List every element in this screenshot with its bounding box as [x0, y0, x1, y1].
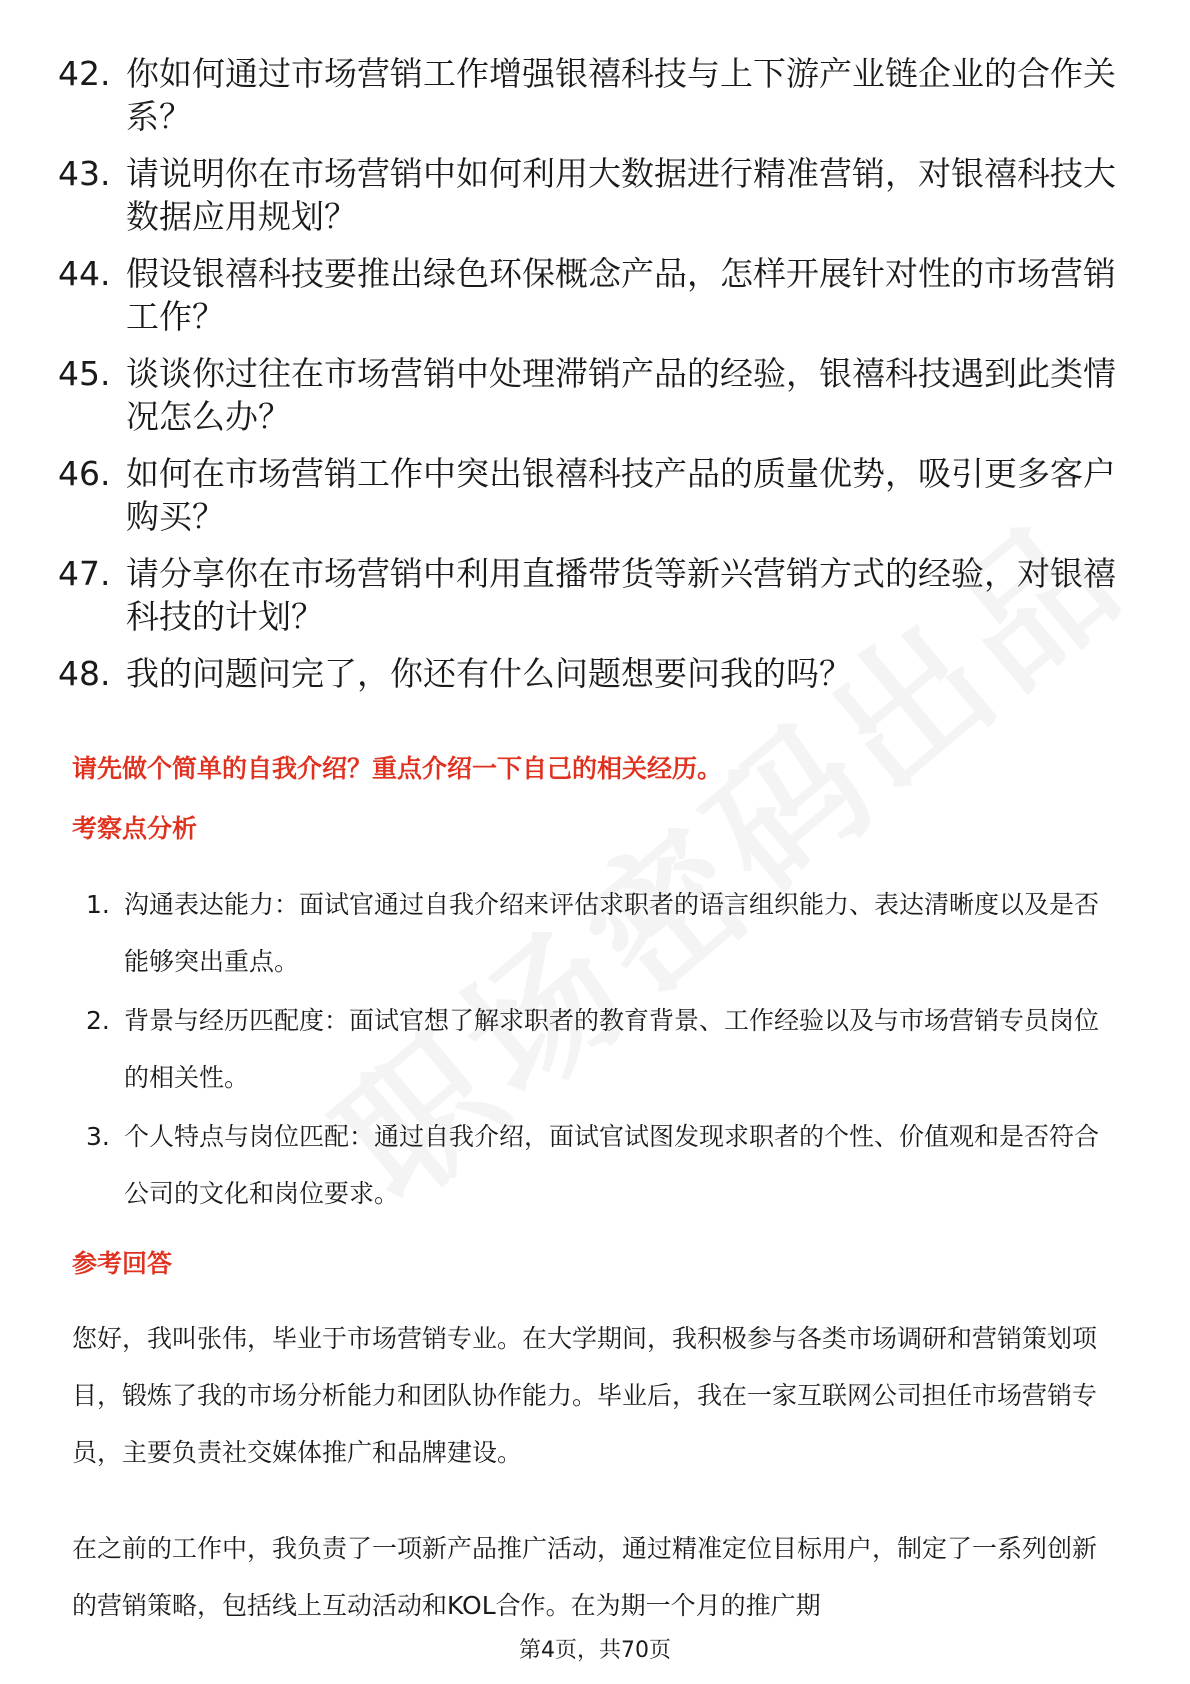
question-text: 你如何通过市场营销工作增强银禧科技与上下游产业链企业的合作关系？: [126, 54, 1116, 136]
question-item-43: [58, 152, 1118, 238]
question-list: [58, 52, 1118, 709]
answer-heading: 参考回答: [72, 1249, 173, 1278]
question-text: 请说明你在市场营销中如何利用大数据进行精准营销，对银禧科技大数据应用规划？: [126, 154, 1116, 236]
question-text: 我的问题问完了，你还有什么问题想要问我的吗？: [126, 654, 852, 693]
question-item-45: [58, 352, 1118, 438]
question-item-44: [58, 252, 1118, 338]
question-number: 44.: [58, 254, 111, 293]
question-item-46: [58, 452, 1118, 538]
question-number: 45.: [58, 354, 111, 393]
main-question-heading: 请先做个简单的自我介绍？重点介绍一下自己的相关经历。: [72, 754, 723, 783]
question-number: 42.: [58, 54, 111, 93]
question-text: 谈谈你过往在市场营销中处理滞销产品的经验，银禧科技遇到此类情况怎么办？: [126, 354, 1116, 436]
question-number: 43.: [58, 154, 111, 193]
question-item-47: [58, 552, 1118, 638]
analysis-text: 背景与经历匹配度：面试官想了解求职者的教育背景、工作经验以及与市场营销专员岗位的相关性。: [124, 1006, 1100, 1092]
answer-paragraph: 在之前的工作中，我负责了一项新产品推广活动，通过精准定位目标用户，制定了一系列创新的营销策略，包括线上互动活动和KOL合作。在为期一个月的推广期: [72, 1534, 1098, 1620]
question-number: 46.: [58, 454, 111, 493]
analysis-number: 1.: [86, 890, 110, 919]
analysis-heading: 考察点分析: [72, 814, 198, 843]
answer-paragraph: 您好，我叫张伟，毕业于市场营销专业。在大学期间，我积极参与各类市场调研和营销策划项目，锻炼了我的市场分析能力和团队协作能力。毕业后，我在一家互联网公司担任市场营销专员，主要负责社交媒体推广和品牌建设。: [72, 1324, 1098, 1467]
analysis-list: [86, 876, 1118, 1224]
question-item-42: [58, 52, 1118, 138]
analysis-number: 3.: [86, 1122, 110, 1151]
analysis-text: 个人特点与岗位匹配：通过自我介绍，面试官试图发现求职者的个性、价值观和是否符合公司的文化和岗位要求。: [124, 1122, 1100, 1208]
page-footer: 第4页，共70页: [519, 1638, 671, 1663]
question-number: 47.: [58, 554, 111, 593]
question-item-48: [58, 652, 1118, 695]
analysis-number: 2.: [86, 1006, 110, 1035]
question-text: 假设银禧科技要推出绿色环保概念产品，怎样开展针对性的市场营销工作？: [126, 254, 1116, 336]
analysis-text: 沟通表达能力：面试官通过自我介绍来评估求职者的语言组织能力、表达清晰度以及是否能够突出重点。: [124, 890, 1100, 976]
analysis-item: [86, 1108, 1118, 1222]
question-text: 如何在市场营销工作中突出银禧科技产品的质量优势，吸引更多客户购买？: [126, 454, 1116, 536]
analysis-item: [86, 992, 1118, 1106]
question-number: 48.: [58, 654, 111, 693]
analysis-item: [86, 876, 1118, 990]
question-text: 请分享你在市场营销中利用直播带货等新兴营销方式的经验，对银禧科技的计划？: [126, 554, 1116, 636]
